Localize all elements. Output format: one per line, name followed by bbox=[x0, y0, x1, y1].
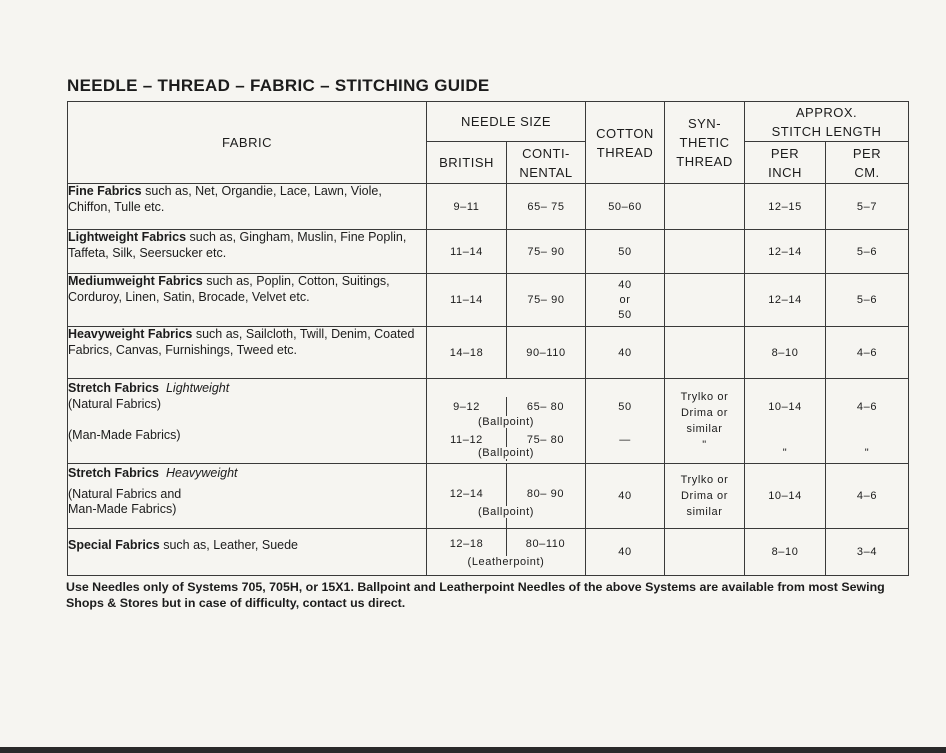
synthetic-thread: Trylko or Drima or similar bbox=[665, 464, 745, 529]
continental-size: 75– 90 bbox=[507, 230, 586, 274]
fabric-description: Stretch Fabrics Heavyweight (Natural Fabrics and Man-Made Fabrics) bbox=[68, 464, 427, 529]
table-row bbox=[68, 464, 909, 529]
continental-size: 65– 80 bbox=[526, 401, 565, 413]
stitches-per-cm: 5–7 bbox=[826, 184, 909, 230]
cotton-thread: 40 or 50 bbox=[586, 274, 665, 327]
table-row bbox=[68, 184, 909, 230]
cotton-thread: 40 bbox=[586, 529, 665, 576]
footnote: Use Needles only of Systems 705, 705H, or 15X1. Ballpoint and Leatherpoint Needles of the above Systems are available from most Sewing Shops & Stores but in case of difficulty, contact us direct. bbox=[66, 580, 885, 610]
british-size: 9–11 bbox=[427, 184, 507, 230]
british-size: 14–18 bbox=[427, 327, 507, 379]
page-title: NEEDLE – THREAD – FABRIC – STITCHING GUIDE bbox=[67, 76, 490, 95]
cotton-thread: 50–60 bbox=[586, 184, 665, 230]
stitches-per-cm: 5–6 bbox=[826, 274, 909, 327]
continental-size: 65– 75 bbox=[507, 184, 586, 230]
cotton-thread: 40 bbox=[586, 327, 665, 379]
needle-type-note: (Ballpoint) bbox=[477, 416, 535, 428]
table-row bbox=[68, 379, 909, 464]
synthetic-thread bbox=[665, 184, 745, 230]
needle-type-note: (Leatherpoint) bbox=[467, 556, 545, 568]
header-per-inch: PER INCH bbox=[745, 142, 826, 184]
synthetic-thread bbox=[665, 327, 745, 379]
stitches-per-inch: 8–10 bbox=[745, 327, 826, 379]
continental-size: 75– 80 bbox=[526, 434, 565, 446]
header-cotton-thread: COTTON THREAD bbox=[586, 102, 665, 184]
needle-size-special bbox=[427, 529, 586, 576]
stitches-per-cm: 4–6 bbox=[826, 464, 909, 529]
fabric-description: Fine Fabrics such as, Net, Organdie, Lace, Lawn, Viole, Chiffon, Tulle etc. bbox=[68, 184, 427, 230]
cotton-thread: 50 bbox=[586, 230, 665, 274]
header-stitch-length: APPROX. STITCH LENGTH bbox=[745, 102, 909, 142]
needle-size-stretch-heavy bbox=[427, 464, 586, 529]
synthetic-thread bbox=[665, 529, 745, 576]
british-size: 11–14 bbox=[427, 274, 507, 327]
cotton-thread: 40 bbox=[586, 464, 665, 529]
stitches-per-inch: 8–10 bbox=[745, 529, 826, 576]
fabric-description: Mediumweight Fabrics such as, Poplin, Cotton, Suitings, Corduroy, Linen, Satin, Brocade, Velvet etc. bbox=[68, 274, 427, 327]
synthetic-thread bbox=[665, 230, 745, 274]
fabric-description: Lightweight Fabrics such as, Gingham, Muslin, Fine Poplin, Taffeta, Silk, Seersucker etc. bbox=[68, 230, 427, 274]
table-row bbox=[68, 327, 909, 379]
stitches-per-cm: 4–6 " bbox=[826, 379, 909, 464]
fabric-description: Stretch Fabrics Lightweight (Natural Fabrics) (Man-Made Fabrics) bbox=[68, 379, 427, 464]
table-row bbox=[68, 230, 909, 274]
stitches-per-inch: 12–14 bbox=[745, 274, 826, 327]
continental-size: 90–110 bbox=[507, 327, 586, 379]
british-size: 9–12 bbox=[453, 401, 480, 413]
header-continental: CONTI- NENTAL bbox=[507, 142, 586, 184]
fabric-description: Special Fabrics such as, Leather, Suede bbox=[68, 529, 427, 576]
synthetic-thread bbox=[665, 274, 745, 327]
stitches-per-inch: 10–14 " bbox=[745, 379, 826, 464]
stitches-per-inch: 12–14 bbox=[745, 230, 826, 274]
british-size: 11–12 bbox=[450, 434, 483, 446]
continental-size: 75– 90 bbox=[507, 274, 586, 327]
synthetic-thread: Trylko or Drima or similar " bbox=[665, 379, 745, 464]
header-row-1 bbox=[68, 102, 909, 142]
header-needle-size: NEEDLE SIZE bbox=[427, 102, 586, 142]
needle-size-stretch-light bbox=[427, 379, 586, 464]
page-bottom-edge bbox=[0, 747, 946, 753]
header-synthetic-thread: SYN- THETIC THREAD bbox=[665, 102, 745, 184]
british-size: 12–18 bbox=[449, 538, 484, 550]
fabric-description: Heavyweight Fabrics such as, Sailcloth, Twill, Denim, Coated Fabrics, Canvas, Furnishings, Tweed etc. bbox=[68, 327, 427, 379]
stitching-guide-table bbox=[67, 101, 909, 576]
continental-size: 80– 90 bbox=[526, 488, 565, 500]
needle-type-note: (Ballpoint) bbox=[477, 506, 535, 518]
stitches-per-cm: 3–4 bbox=[826, 529, 909, 576]
stitches-per-cm: 4–6 bbox=[826, 327, 909, 379]
header-british: BRITISH bbox=[427, 142, 507, 184]
header-fabric: FABRIC bbox=[68, 102, 427, 184]
needle-type-note: (Ballpoint) bbox=[477, 447, 535, 459]
table-row bbox=[68, 274, 909, 327]
continental-size: 80–110 bbox=[525, 538, 566, 550]
table-row bbox=[68, 529, 909, 576]
british-size: 12–14 bbox=[449, 488, 484, 500]
stitches-per-inch: 12–15 bbox=[745, 184, 826, 230]
british-size: 11–14 bbox=[427, 230, 507, 274]
stitches-per-cm: 5–6 bbox=[826, 230, 909, 274]
cotton-thread: 50 — bbox=[586, 379, 665, 464]
header-per-cm: PER CM. bbox=[826, 142, 909, 184]
stitches-per-inch: 10–14 bbox=[745, 464, 826, 529]
